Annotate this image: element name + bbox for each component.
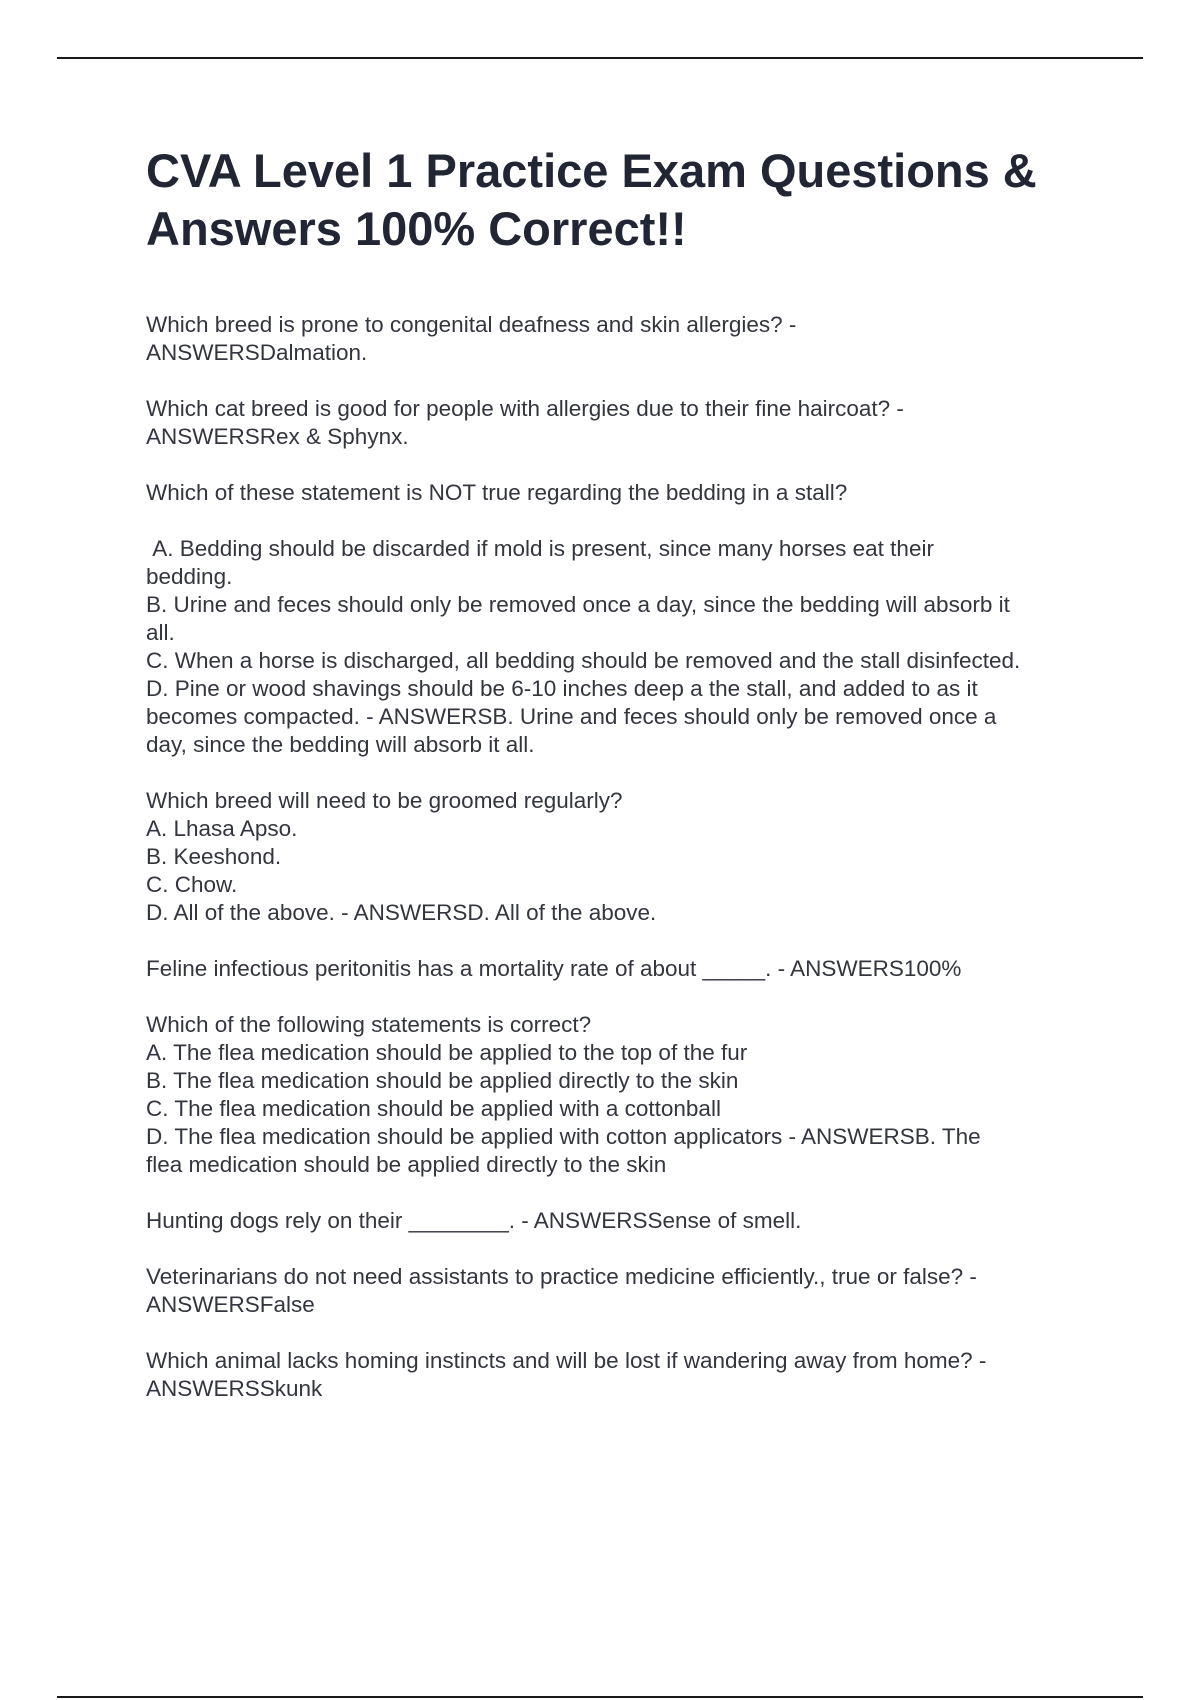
qa-line: ANSWERSDalmation. <box>146 340 368 365</box>
qa-item <box>146 311 1106 367</box>
qa-line: D. All of the above. - ANSWERSD. All of the above. <box>146 900 657 925</box>
qa-line: C. Chow. <box>146 872 238 897</box>
qa-line: bedding. <box>146 564 233 589</box>
qa-line: Veterinarians do not need assistants to practice medicine efficiently., true or false? - <box>146 1264 977 1289</box>
qa-line: D. Pine or wood shavings should be 6-10 inches deep a the stall, and added to as it <box>146 676 978 701</box>
qa-list <box>146 311 1106 1431</box>
qa-line: Which breed is prone to congenital deafness and skin allergies? - <box>146 312 797 337</box>
qa-line: all. <box>146 620 175 645</box>
qa-line: ANSWERSSkunk <box>146 1376 323 1401</box>
qa-line: D. The flea medication should be applied with cotton applicators - ANSWERSB. The <box>146 1124 981 1149</box>
qa-line: Which cat breed is good for people with allergies due to their fine haircoat? - <box>146 396 904 421</box>
qa-item <box>146 535 1106 759</box>
document-title-line: Answers 100% Correct!! <box>146 202 687 255</box>
qa-item <box>146 955 1106 983</box>
qa-line: B. Keeshond. <box>146 844 282 869</box>
qa-line: Hunting dogs rely on their ________. - ANSWERSSense of smell. <box>146 1208 802 1233</box>
footer-rule <box>57 1696 1143 1698</box>
qa-line: B. The flea medication should be applied directly to the skin <box>146 1068 739 1093</box>
qa-item <box>146 1207 1106 1235</box>
qa-line: Which animal lacks homing instincts and will be lost if wandering away from home? - <box>146 1348 987 1373</box>
qa-item <box>146 479 1106 507</box>
qa-line: Which of the following statements is correct? <box>146 1012 592 1037</box>
qa-line: Which of these statement is NOT true regarding the bedding in a stall? <box>146 480 848 505</box>
qa-line: Which breed will need to be groomed regularly? <box>146 788 623 813</box>
qa-line: day, since the bedding will absorb it all. <box>146 732 535 757</box>
document-title <box>146 142 1106 258</box>
header-rule <box>57 57 1143 59</box>
qa-line: ANSWERSRex & Sphynx. <box>146 424 409 449</box>
qa-line: A. Lhasa Apso. <box>146 816 298 841</box>
qa-line: ANSWERSFalse <box>146 1292 315 1317</box>
qa-line: C. When a horse is discharged, all bedding should be removed and the stall disinfected. <box>146 648 1021 673</box>
qa-item <box>146 1347 1106 1403</box>
qa-line: A. The flea medication should be applied to the top of the fur <box>146 1040 748 1065</box>
qa-line: Feline infectious peritonitis has a mortality rate of about _____. - ANSWERS100% <box>146 956 962 981</box>
qa-line: becomes compacted. - ANSWERSB. Urine and feces should only be removed once a <box>146 704 997 729</box>
qa-item <box>146 787 1106 927</box>
qa-item <box>146 1263 1106 1319</box>
document-title-line: CVA Level 1 Practice Exam Questions & <box>146 144 1037 197</box>
qa-line: flea medication should be applied directly to the skin <box>146 1152 667 1177</box>
qa-line: A. Bedding should be discarded if mold is present, since many horses eat their <box>146 536 934 561</box>
qa-line: B. Urine and feces should only be removed once a day, since the bedding will absorb it <box>146 592 1010 617</box>
qa-item <box>146 395 1106 451</box>
qa-line: C. The flea medication should be applied with a cottonball <box>146 1096 721 1121</box>
qa-item <box>146 1011 1106 1179</box>
